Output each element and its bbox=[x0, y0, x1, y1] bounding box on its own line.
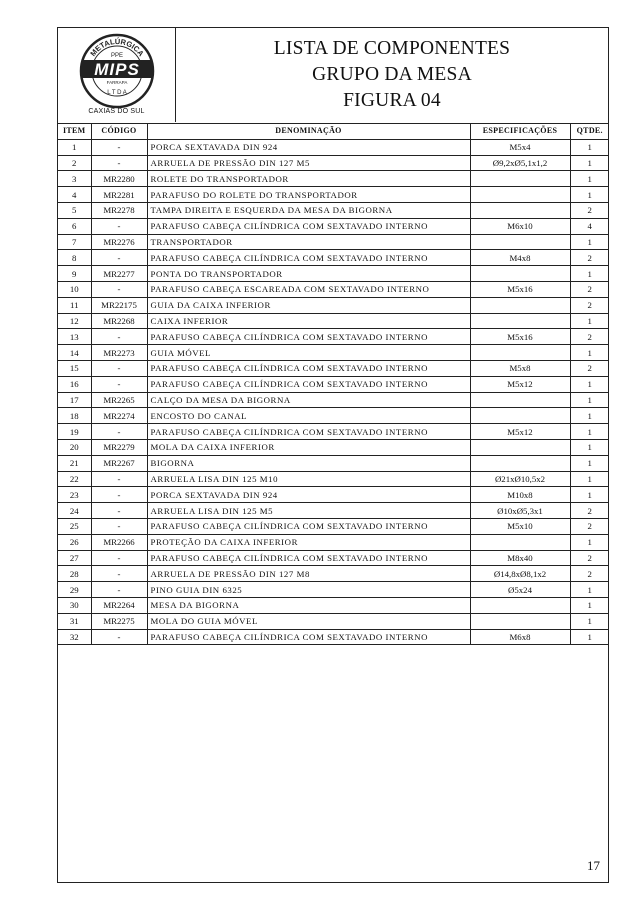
cell-qtde: 1 bbox=[570, 471, 609, 487]
col-header-codigo: CÓDIGO bbox=[91, 124, 147, 139]
cell-codigo: MR2267 bbox=[91, 455, 147, 471]
cell-especificacoes bbox=[470, 345, 570, 361]
cell-qtde: 2 bbox=[570, 297, 609, 313]
table-row bbox=[58, 297, 609, 313]
cell-codigo: MR2273 bbox=[91, 345, 147, 361]
logo-caption: CAXIAS DO SUL bbox=[88, 108, 145, 115]
cell-denominacao: PARAFUSO CABEÇA CILÍNDRICA COM SEXTAVADO INTERNO bbox=[147, 329, 470, 345]
cell-item: 17 bbox=[58, 392, 91, 408]
cell-denominacao: PARAFUSO CABEÇA CILÍNDRICA COM SEXTAVADO INTERNO bbox=[147, 518, 470, 534]
cell-item: 5 bbox=[58, 202, 91, 218]
cell-codigo: - bbox=[91, 329, 147, 345]
table-row bbox=[58, 550, 609, 566]
cell-especificacoes bbox=[470, 313, 570, 329]
col-header-qtde: QTDE. bbox=[570, 124, 609, 139]
cell-denominacao: CALÇO DA MESA DA BIGORNA bbox=[147, 392, 470, 408]
table-row bbox=[58, 408, 609, 424]
cell-qtde: 1 bbox=[570, 155, 609, 171]
table-row bbox=[58, 455, 609, 471]
cell-especificacoes: M5x10 bbox=[470, 518, 570, 534]
table-row bbox=[58, 281, 609, 297]
title-line-2: GRUPO DA MESA bbox=[312, 64, 472, 85]
cell-especificacoes bbox=[470, 297, 570, 313]
cell-qtde: 1 bbox=[570, 455, 609, 471]
cell-item: 26 bbox=[58, 534, 91, 550]
cell-especificacoes: M5x12 bbox=[470, 424, 570, 440]
table-row bbox=[58, 629, 609, 645]
table-row bbox=[58, 376, 609, 392]
cell-especificacoes bbox=[470, 613, 570, 629]
cell-denominacao: BIGORNA bbox=[147, 455, 470, 471]
cell-codigo: MR2278 bbox=[91, 202, 147, 218]
cell-codigo: - bbox=[91, 518, 147, 534]
cell-codigo: - bbox=[91, 250, 147, 266]
logo-farrapa: FARRAPA bbox=[106, 80, 128, 85]
cell-especificacoes bbox=[470, 187, 570, 203]
cell-item: 28 bbox=[58, 566, 91, 582]
cell-codigo: MR2266 bbox=[91, 534, 147, 550]
logo-ppe: PPE bbox=[110, 53, 124, 59]
cell-item: 21 bbox=[58, 455, 91, 471]
cell-denominacao: ARRUELA DE PRESSÃO DIN 127 M5 bbox=[147, 155, 470, 171]
cell-denominacao: PARAFUSO CABEÇA CILÍNDRICA COM SEXTAVADO INTERNO bbox=[147, 629, 470, 645]
cell-especificacoes: M5x16 bbox=[470, 329, 570, 345]
cell-codigo: MR2265 bbox=[91, 392, 147, 408]
table-row bbox=[58, 582, 609, 598]
cell-especificacoes: M5x16 bbox=[470, 281, 570, 297]
cell-item: 29 bbox=[58, 582, 91, 598]
page-frame bbox=[57, 27, 609, 883]
cell-item: 2 bbox=[58, 155, 91, 171]
title-line-3: FIGURA 04 bbox=[343, 90, 441, 111]
cell-item: 8 bbox=[58, 250, 91, 266]
cell-especificacoes: Ø10xØ5,3x1 bbox=[470, 503, 570, 519]
table-row bbox=[58, 360, 609, 376]
cell-codigo: MR22175 bbox=[91, 297, 147, 313]
cell-codigo: - bbox=[91, 281, 147, 297]
cell-codigo: MR2274 bbox=[91, 408, 147, 424]
table-row bbox=[58, 202, 609, 218]
cell-especificacoes: Ø21xØ10,5x2 bbox=[470, 471, 570, 487]
cell-denominacao: ENCOSTO DO CANAL bbox=[147, 408, 470, 424]
cell-item: 23 bbox=[58, 487, 91, 503]
cell-item: 16 bbox=[58, 376, 91, 392]
logo-arc-text: METALÚRGICA bbox=[88, 36, 146, 59]
company-logo bbox=[58, 28, 176, 122]
cell-qtde: 2 bbox=[570, 250, 609, 266]
cell-especificacoes: M4x8 bbox=[470, 250, 570, 266]
cell-item: 6 bbox=[58, 218, 91, 234]
table-row bbox=[58, 218, 609, 234]
cell-denominacao: PORCA SEXTAVADA DIN 924 bbox=[147, 487, 470, 503]
cell-denominacao: PINO GUIA DIN 6325 bbox=[147, 582, 470, 598]
cell-qtde: 1 bbox=[570, 597, 609, 613]
cell-denominacao: ROLETE DO TRANSPORTADOR bbox=[147, 171, 470, 187]
cell-codigo: MR2276 bbox=[91, 234, 147, 250]
cell-denominacao: PARAFUSO CABEÇA CILÍNDRICA COM SEXTAVADO INTERNO bbox=[147, 360, 470, 376]
cell-codigo: - bbox=[91, 376, 147, 392]
cell-codigo: - bbox=[91, 503, 147, 519]
cell-codigo: - bbox=[91, 360, 147, 376]
cell-qtde: 1 bbox=[570, 376, 609, 392]
cell-especificacoes bbox=[470, 439, 570, 455]
cell-especificacoes bbox=[470, 534, 570, 550]
table-row bbox=[58, 313, 609, 329]
document-header bbox=[58, 28, 608, 124]
cell-codigo: - bbox=[91, 424, 147, 440]
table-row bbox=[58, 534, 609, 550]
cell-especificacoes bbox=[470, 234, 570, 250]
cell-denominacao: PARAFUSO CABEÇA CILÍNDRICA COM SEXTAVADO INTERNO bbox=[147, 218, 470, 234]
cell-denominacao: GUIA DA CAIXA INFERIOR bbox=[147, 297, 470, 313]
cell-item: 32 bbox=[58, 629, 91, 645]
cell-qtde: 1 bbox=[570, 187, 609, 203]
table-row bbox=[58, 266, 609, 282]
cell-item: 11 bbox=[58, 297, 91, 313]
cell-denominacao: TAMPA DIREITA E ESQUERDA DA MESA DA BIGORNA bbox=[147, 202, 470, 218]
cell-codigo: - bbox=[91, 550, 147, 566]
cell-especificacoes: M8x40 bbox=[470, 550, 570, 566]
table-row bbox=[58, 392, 609, 408]
cell-qtde: 1 bbox=[570, 439, 609, 455]
components-table bbox=[58, 124, 609, 645]
cell-denominacao: PORCA SEXTAVADA DIN 924 bbox=[147, 139, 470, 155]
cell-item: 4 bbox=[58, 187, 91, 203]
table-row bbox=[58, 424, 609, 440]
cell-qtde: 1 bbox=[570, 613, 609, 629]
col-header-especificacoes: ESPECIFICAÇÕES bbox=[470, 124, 570, 139]
cell-item: 9 bbox=[58, 266, 91, 282]
cell-especificacoes: M6x8 bbox=[470, 629, 570, 645]
table-row bbox=[58, 487, 609, 503]
cell-especificacoes: Ø9,2xØ5,1x1,2 bbox=[470, 155, 570, 171]
col-header-item: ITEM bbox=[58, 124, 91, 139]
cell-item: 7 bbox=[58, 234, 91, 250]
cell-qtde: 2 bbox=[570, 518, 609, 534]
cell-codigo: - bbox=[91, 471, 147, 487]
cell-denominacao: PARAFUSO CABEÇA CILÍNDRICA COM SEXTAVADO INTERNO bbox=[147, 376, 470, 392]
cell-item: 31 bbox=[58, 613, 91, 629]
cell-especificacoes: M5x4 bbox=[470, 139, 570, 155]
cell-denominacao: ARRUELA LISA DIN 125 M10 bbox=[147, 471, 470, 487]
cell-qtde: 1 bbox=[570, 408, 609, 424]
table-header-row bbox=[58, 124, 609, 139]
cell-qtde: 1 bbox=[570, 266, 609, 282]
cell-codigo: MR2277 bbox=[91, 266, 147, 282]
cell-qtde: 2 bbox=[570, 566, 609, 582]
cell-codigo: MR2264 bbox=[91, 597, 147, 613]
logo-mark: MIPS bbox=[94, 60, 140, 79]
cell-item: 20 bbox=[58, 439, 91, 455]
cell-especificacoes bbox=[470, 597, 570, 613]
cell-qtde: 1 bbox=[570, 534, 609, 550]
cell-qtde: 1 bbox=[570, 424, 609, 440]
cell-qtde: 1 bbox=[570, 392, 609, 408]
logo-ltda: L T D A bbox=[107, 90, 127, 96]
cell-especificacoes bbox=[470, 408, 570, 424]
cell-especificacoes bbox=[470, 392, 570, 408]
cell-especificacoes bbox=[470, 171, 570, 187]
cell-especificacoes: Ø5x24 bbox=[470, 582, 570, 598]
cell-codigo: - bbox=[91, 218, 147, 234]
cell-denominacao: TRANSPORTADOR bbox=[147, 234, 470, 250]
table-row bbox=[58, 471, 609, 487]
cell-especificacoes bbox=[470, 202, 570, 218]
cell-denominacao: PARAFUSO CABEÇA CILÍNDRICA COM SEXTAVADO INTERNO bbox=[147, 550, 470, 566]
cell-item: 18 bbox=[58, 408, 91, 424]
cell-codigo: MR2279 bbox=[91, 439, 147, 455]
cell-qtde: 1 bbox=[570, 582, 609, 598]
cell-codigo: MR2281 bbox=[91, 187, 147, 203]
cell-denominacao: PROTEÇÃO DA CAIXA INFERIOR bbox=[147, 534, 470, 550]
cell-item: 19 bbox=[58, 424, 91, 440]
table-row bbox=[58, 329, 609, 345]
cell-especificacoes bbox=[470, 455, 570, 471]
cell-item: 1 bbox=[58, 139, 91, 155]
cell-qtde: 2 bbox=[570, 360, 609, 376]
cell-denominacao: CAIXA INFERIOR bbox=[147, 313, 470, 329]
cell-qtde: 1 bbox=[570, 629, 609, 645]
cell-qtde: 4 bbox=[570, 218, 609, 234]
cell-qtde: 2 bbox=[570, 281, 609, 297]
cell-denominacao: ARRUELA DE PRESSÃO DIN 127 M8 bbox=[147, 566, 470, 582]
cell-qtde: 1 bbox=[570, 234, 609, 250]
cell-denominacao: MESA DA BIGORNA bbox=[147, 597, 470, 613]
cell-item: 3 bbox=[58, 171, 91, 187]
cell-denominacao: ARRUELA LISA DIN 125 M5 bbox=[147, 503, 470, 519]
cell-especificacoes bbox=[470, 266, 570, 282]
cell-especificacoes: M6x10 bbox=[470, 218, 570, 234]
table-row bbox=[58, 171, 609, 187]
cell-denominacao: MOLA DA CAIXA INFERIOR bbox=[147, 439, 470, 455]
cell-item: 22 bbox=[58, 471, 91, 487]
cell-codigo: - bbox=[91, 629, 147, 645]
cell-especificacoes: Ø14,8xØ8,1x2 bbox=[470, 566, 570, 582]
cell-item: 24 bbox=[58, 503, 91, 519]
table-body bbox=[58, 139, 609, 645]
cell-especificacoes: M5x12 bbox=[470, 376, 570, 392]
table-row bbox=[58, 597, 609, 613]
cell-codigo: - bbox=[91, 139, 147, 155]
cell-item: 27 bbox=[58, 550, 91, 566]
cell-denominacao: MOLA DO GUIA MÓVEL bbox=[147, 613, 470, 629]
logo-emblem bbox=[78, 32, 156, 110]
table-row bbox=[58, 187, 609, 203]
table-row bbox=[58, 345, 609, 361]
title-line-1: LISTA DE COMPONENTES bbox=[273, 38, 511, 59]
cell-codigo: MR2280 bbox=[91, 171, 147, 187]
cell-denominacao: PONTA DO TRANSPORTADOR bbox=[147, 266, 470, 282]
cell-qtde: 2 bbox=[570, 329, 609, 345]
cell-qtde: 2 bbox=[570, 550, 609, 566]
page-number: 17 bbox=[587, 858, 600, 873]
table-row bbox=[58, 155, 609, 171]
cell-codigo: MR2275 bbox=[91, 613, 147, 629]
cell-qtde: 1 bbox=[570, 171, 609, 187]
col-header-denominacao: DENOMINAÇÃO bbox=[147, 124, 470, 139]
cell-item: 15 bbox=[58, 360, 91, 376]
table-row bbox=[58, 139, 609, 155]
cell-codigo: - bbox=[91, 566, 147, 582]
cell-item: 13 bbox=[58, 329, 91, 345]
cell-item: 10 bbox=[58, 281, 91, 297]
table-row bbox=[58, 566, 609, 582]
cell-especificacoes: M5x8 bbox=[470, 360, 570, 376]
table-row bbox=[58, 439, 609, 455]
cell-codigo: MR2268 bbox=[91, 313, 147, 329]
title-block bbox=[176, 36, 608, 114]
cell-denominacao: PARAFUSO CABEÇA ESCAREADA COM SEXTAVADO INTERNO bbox=[147, 281, 470, 297]
cell-especificacoes: M10x8 bbox=[470, 487, 570, 503]
table-row bbox=[58, 613, 609, 629]
cell-qtde: 1 bbox=[570, 313, 609, 329]
table-row bbox=[58, 518, 609, 534]
cell-denominacao: PARAFUSO CABEÇA CILÍNDRICA COM SEXTAVADO INTERNO bbox=[147, 250, 470, 266]
cell-denominacao: PARAFUSO DO ROLETE DO TRANSPORTADOR bbox=[147, 187, 470, 203]
table-row bbox=[58, 250, 609, 266]
cell-item: 30 bbox=[58, 597, 91, 613]
cell-denominacao: PARAFUSO CABEÇA CILÍNDRICA COM SEXTAVADO INTERNO bbox=[147, 424, 470, 440]
table-row bbox=[58, 503, 609, 519]
cell-codigo: - bbox=[91, 487, 147, 503]
cell-item: 12 bbox=[58, 313, 91, 329]
cell-qtde: 1 bbox=[570, 345, 609, 361]
cell-codigo: - bbox=[91, 582, 147, 598]
cell-denominacao: GUIA MÓVEL bbox=[147, 345, 470, 361]
cell-qtde: 2 bbox=[570, 202, 609, 218]
cell-item: 25 bbox=[58, 518, 91, 534]
table-row bbox=[58, 234, 609, 250]
cell-qtde: 2 bbox=[570, 503, 609, 519]
cell-item: 14 bbox=[58, 345, 91, 361]
cell-qtde: 1 bbox=[570, 139, 609, 155]
cell-codigo: - bbox=[91, 155, 147, 171]
cell-qtde: 1 bbox=[570, 487, 609, 503]
